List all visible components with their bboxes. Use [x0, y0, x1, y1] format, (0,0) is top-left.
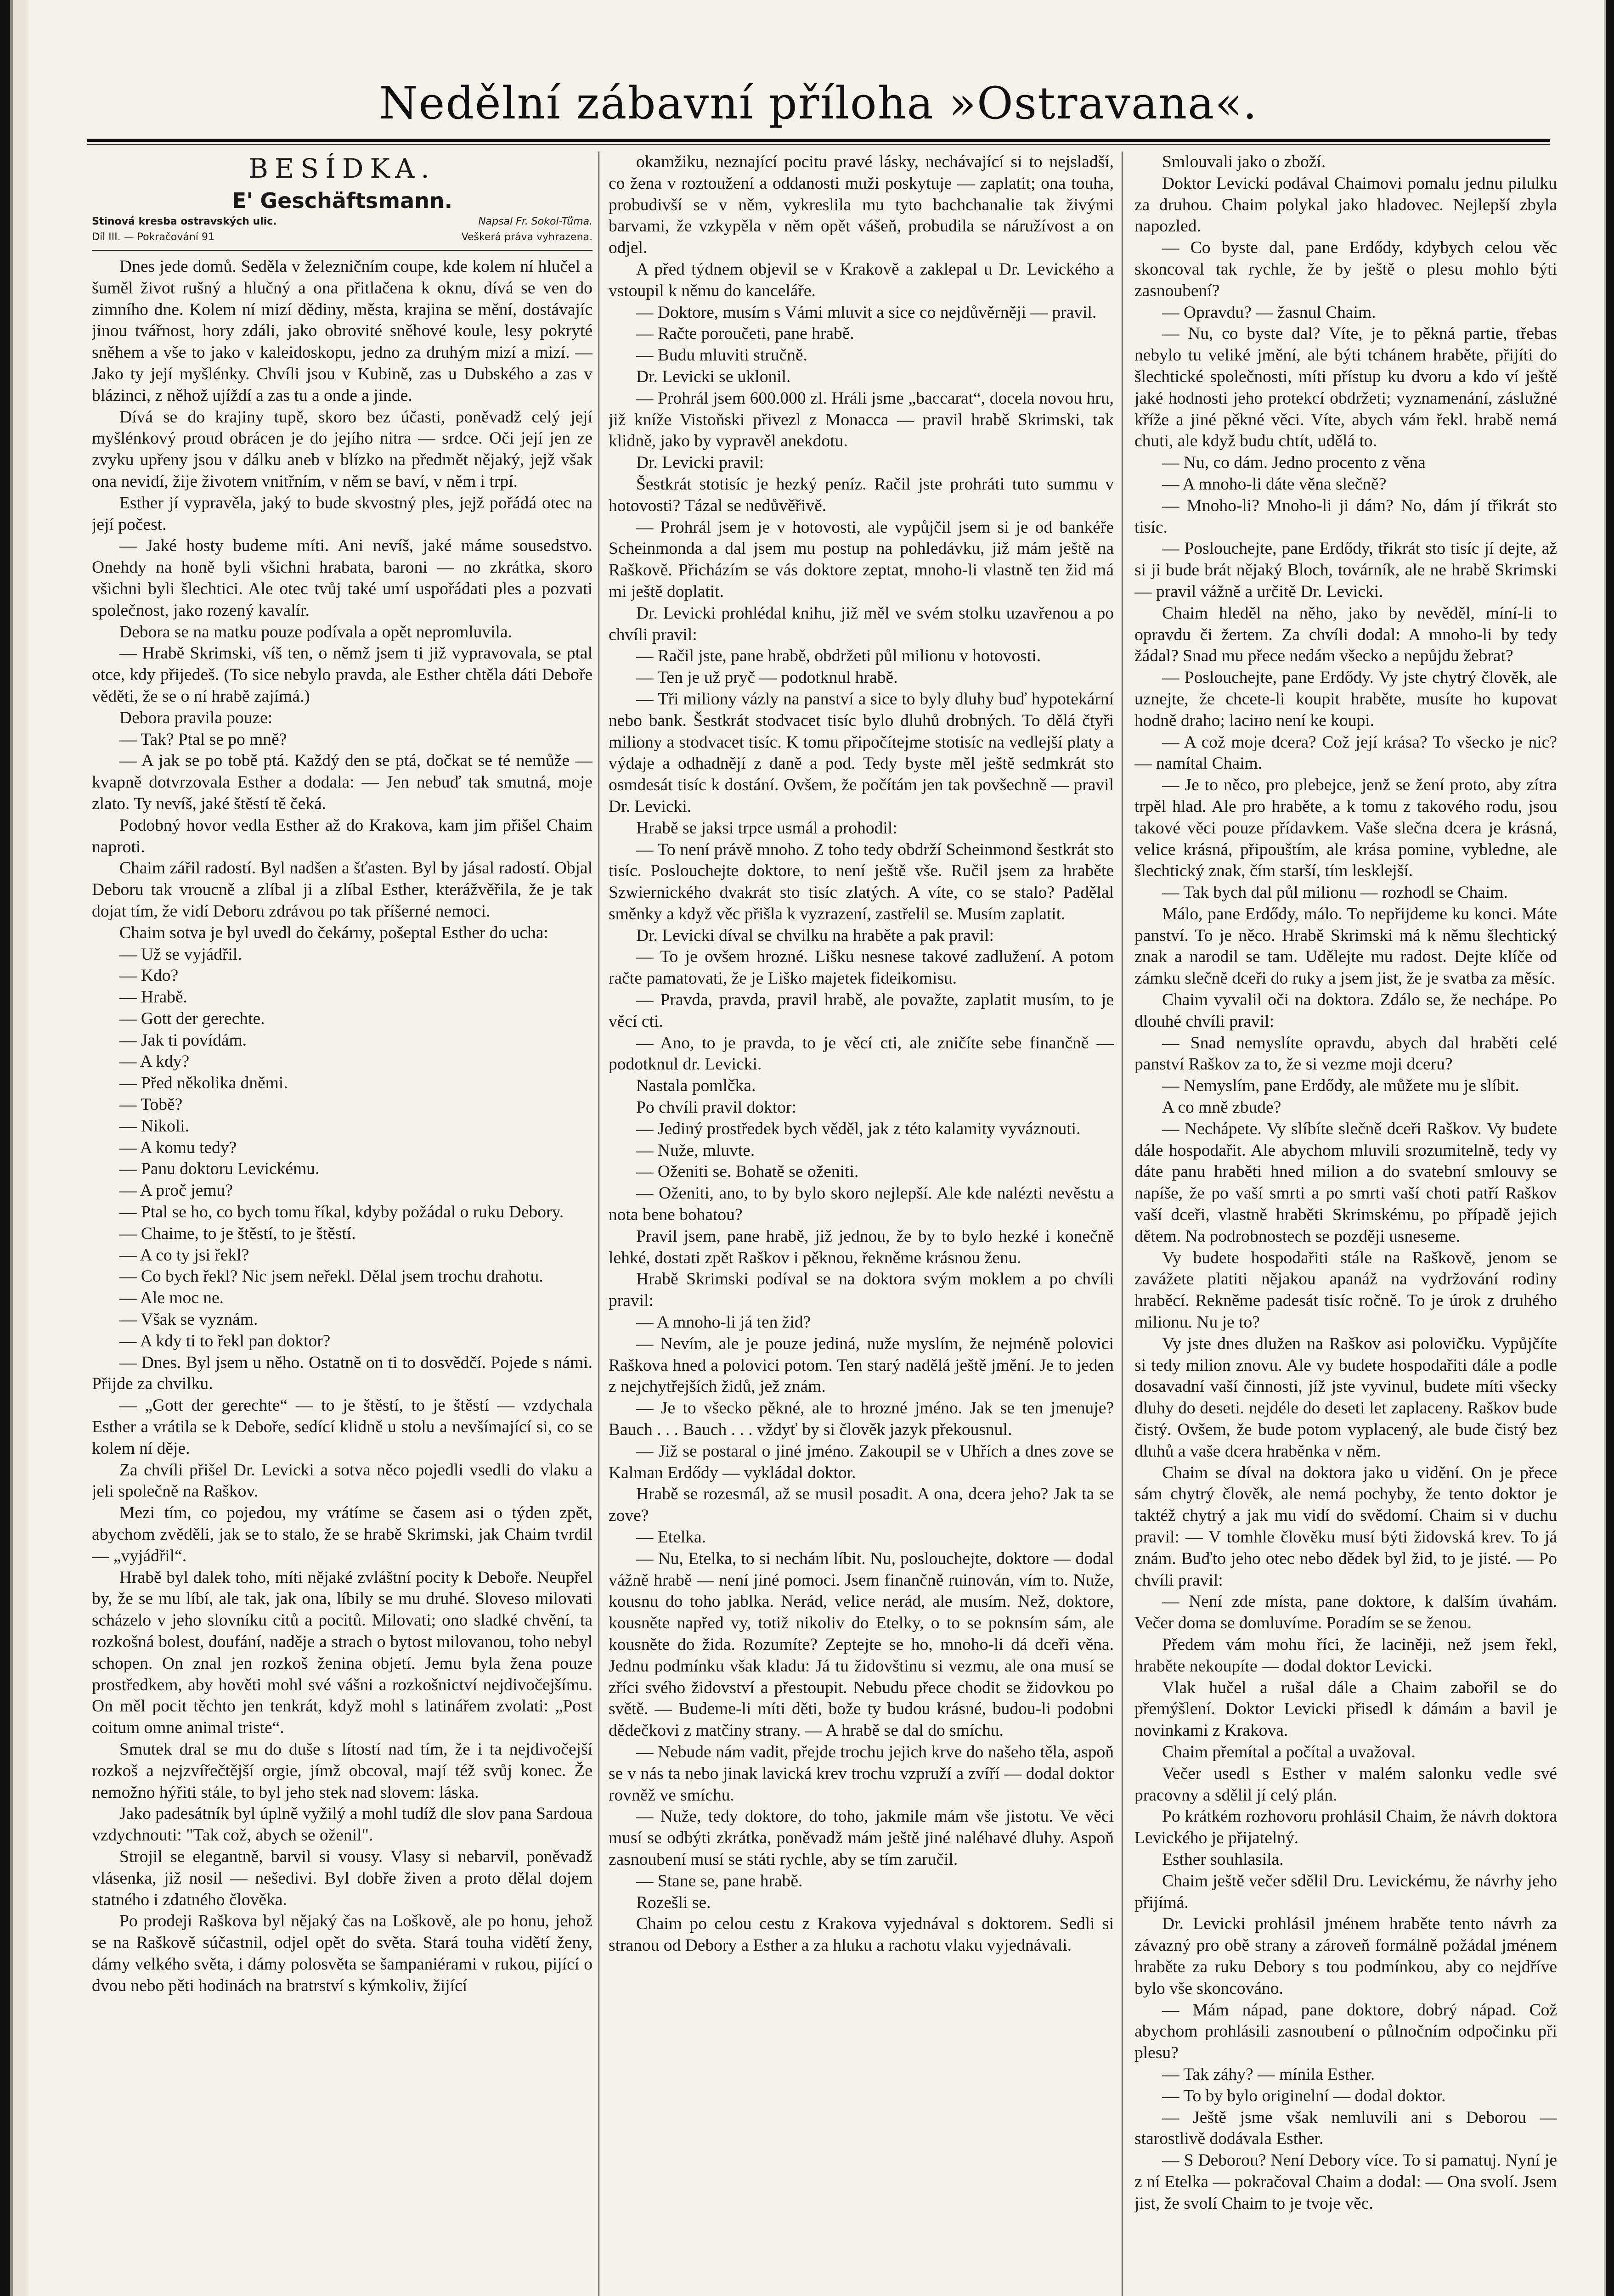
paragraph: Strojil se elegantně, barvil si vousy. Vlasy si nebarvil, poněvadž vlásenka, již nosil — nešedivi. Byl dobře živen a proto dělal dojem statného i zdatného člověka. — [92, 1847, 593, 1909]
paragraph: — Budu mluviti stručně. — [636, 346, 807, 365]
paragraph: okamžiku, neznající pocitu pravé lásky, nechávající si to nejsladší, co žena v roztoužení a oddanosti muži poskytuje — zaplatit; ona touha, probudivší se v něm, vykreslila mu tyto bachchanalie tak živými barvami, že vzkypěla v něm opět vášeň, probudila se náružívost a on odjel. — [609, 152, 1114, 258]
paragraph: — Tak záhy? — mínila Esther. — [1162, 2065, 1375, 2084]
paragraph: Debora pravila pouze: — [119, 708, 273, 727]
paragraph: — Hrabě. — [119, 988, 187, 1007]
paragraph: — To je ovšem hrozné. Lišku nesnese takové zadlužení. A potom račte pamatovati, že je Liško majetek fideikomisu. — [609, 947, 1114, 988]
paragraph: — Tak bych dal půl milionu — rozhodl se Chaim. — [1162, 883, 1508, 902]
paragraph: Předem vám mohu říci, že laciněji, než jsem řekl, hraběte nekoupíte — dodal doktor Levicki. — [1134, 1635, 1557, 1676]
paragraph: Chaim ještě večer sdělil Dru. Levickému, že návrhy jeho přijímá. — [1134, 1871, 1557, 1912]
paragraph: Debora se na matku pouze podívala a opět nepromluvila. — [119, 622, 512, 642]
paragraph: — A komu tedy? — [119, 1138, 237, 1157]
story-subtitle: Stinová kresba ostravských ulic. — [92, 216, 277, 227]
paragraph: — Již se postaral o jiné jméno. Zakoupil se v Uhřích a dnes zove se Kalman Erdődy — vykládal doktor. — [609, 1441, 1114, 1482]
masthead-rule-thick — [87, 139, 1550, 142]
paragraph: Po krátkém rozhovoru prohlásil Chaim, že návrh doktora Levického je přijatelný. — [1134, 1807, 1557, 1848]
paragraph: — Mnoho-li? Mnoho-li ji dám? No, dám jí třikrát sto tisíc. — [1134, 496, 1557, 537]
story-author: Napsal Fr. Sokol-Tůma. — [478, 216, 593, 227]
paragraph: Dr. Levicki prohlásil jménem hraběte tento návrh za závazný pro obě strany a zároveň formálně požádal jménem hraběte za ruku Debory s tou podmínkou, aby co nejdříve bylo vše skoncováno. — [1134, 1914, 1557, 1998]
paragraph: — Hrabě Skrimski, víš ten, o němž jsem ti již vypravovala, se ptal otce, kdy přijedeš. (To sice nebylo pravda, ale Esther chtěla dáti Deboře věděti, že se o ní hrabě zajímá.) — [92, 644, 593, 706]
paragraph: — Chaime, to je štěstí, to je štěstí. — [119, 1224, 356, 1243]
paragraph: Podobný hovor vedla Esther až do Krakova, kam jim přišel Chaim naproti. — [92, 816, 593, 856]
paragraph: — Jaké hosty budeme míti. Ani nevíš, jaké máme sousedstvo. Onehdy na honě byli všichni hrabata, baroni — no zkrátka, skoro všichni byli šlechtici. Ale otec tvůj také umí uspořádati ples a pozvati společnost, jako rozený kavalír. — [92, 536, 593, 620]
paragraph: — Nuže, tedy doktore, do toho, jakmile mám vše jistotu. Ve věci musí se odbýti zkrátka, poněvadž mám ještě jiné naléhavé dluhy. Aspoň zasnoubení musí se státi rychle, aby se tím zaručil. — [609, 1807, 1114, 1869]
paragraph: Chaim se díval na doktora jako u vidění. On je přece sám chytrý člověk, ale nemá pochyby, že tento doktor je taktéž chytrý a jak mu vidí do svědomí. Chaim si v duchu pravil: — V tomhle člověku musí býti židovská krev. To já znám. Buďto jeho otec nebo dědek byl žid, to je jisté. — Po chvíli pravil: — [1134, 1463, 1557, 1590]
paragraph: — Snad nemyslíte opravdu, abych dal hraběti celé panství Raškov za to, že si vezme moji dceru? — [1134, 1033, 1557, 1074]
paragraph: Dnes jede domů. Seděla v železničním coupe, kde kolem ní hlučel a šuměl život rušný a hlučný a ona přitlačena k oknu, dívá se ven do zimního dne. Kolem ní mizí dědiny, města, krajina se mění, dostávajíc jinou tvářnost, hory zdáli, jako obrovité sněhové koule, lesy pokryté sněhem a vše to jako v kaleidoskopu, jedno za druhým mizí a mizí. — Jako ty její myšlénky. Chvíli jsou v Kubině, zas u Dubského a zas v blázinci, z něhož ujíždí a zas tu a onde a jinde. — [92, 257, 593, 405]
column-3-body — [1134, 152, 1557, 2215]
paragraph: — „Gott der gerechte“ — to je štěstí, to je štěstí — vzdychala Esther a vrátila se k Deboře, sedící klidně u stolu a nevšímající si, co se kolem ní děje. — [92, 1396, 593, 1458]
page-edge-left — [0, 0, 28, 2296]
paragraph: Vy jste dnes dlužen na Raškov asi polovičku. Vypůjčíte si tedy milion znovu. Ale vy budete hospodařiti dále a podle dosavadní vaší činnosti, jíž jste vyvinul, budete míti všecky dluhy do deseti. nejdéle do deseti let zaplaceny. Raškov bude čistý. Ovšem, že bude potom vyplacený, ale bude čistý bez dluhů a vaše dcera hraběnka v něm. — [1134, 1334, 1557, 1461]
paragraph: — Nuže, mluvte. — [636, 1141, 755, 1160]
paragraph: — A což moje dcera? Což její krása? To všecko je nic? — namítal Chaim. — [1134, 732, 1557, 773]
paragraph: — Nechápete. Vy slíbíte slečně dceři Raškov. Vy budete dále hospodařit. Ale abychom mluvili srozumitelně, tedy vy dáte panu hraběti hned milion a do svatební smlouvy se napíše, že po vaší smrti a po smrti vaší choti patří Raškov vaší dceři, vlastně hraběti Skrimskému, po případě jejich dětem. Na podrobnostech se později usneseme. — [1134, 1119, 1557, 1246]
paragraph: — Prohrál jsem 600.000 zl. Hráli jsme „baccarat“, docela novou hru, již kníže Vistoňski přivezl z Monacca — pravil hrabě Skrimski, tak klidně, jako by vypravěl anekdotu. — [609, 388, 1114, 451]
paragraph: — Nu, co dám. Jedno procento z věna — [1162, 453, 1426, 473]
paragraph: Dr. Levicki se uklonil. — [636, 367, 791, 386]
paragraph: — Jak ti povídám. — [119, 1030, 247, 1050]
paragraph: — Pravda, pravda, pravil hrabě, ale považte, zaplatit musím, to je věcí cti. — [609, 990, 1114, 1031]
paragraph: — Tři miliony vázly na panství a sice to byly dluhy buď hypotekární nebo bank. Šestkrát stodvacet tisíc bylo dluhů drobných. To dělá čtyři miliony a stodvacet tisíc. K tomu připočítejme stotisíc na vedlejší platy a výdaje a odhadnějí z daně a pod. Tedy byste měl ještě sedmkrát sto osmdesát tisíc k dostání. Ovšem, že počítám jen tak povšechně — pravil Dr. Levicki. — [609, 689, 1114, 816]
paragraph: Dívá se do krajiny tupě, skoro bez účasti, poněvadž celý její myšlénkový proud obrácen je do jejího nitra — srdce. Oči její jen ze zvyku upřeny jsou v dálku aneb v blízko na předmět nějaký, jejž však ona nevidí, žije životem vnitřním, v něm se baví, v něm i trpí. — [92, 407, 593, 491]
paragraph: Doktor Levicki podával Chaimovi pomalu jednu pilulku za druhou. Chaim polykal jako hladovec. Nejlepší zbyla napozled. — [1134, 174, 1557, 236]
paragraph: — Račte poroučeti, pane hrabě. — [636, 324, 854, 343]
column-2 — [609, 152, 1114, 2296]
paragraph: Dr. Levicki díval se chvilku na hraběte a pak pravil: — [636, 926, 994, 945]
paragraph: — A proč jemu? — [119, 1181, 233, 1200]
masthead-title: Nedělní zábavní příloha »Ostravana«. — [379, 78, 1258, 129]
paragraph: — S Deborou? Není Debory více. To si pamatuj. Nyní je z ní Etelka — pokračoval Chaim a dodal: — Ona svolí. Jsem jist, že svolí Chaim to je tvoje věc. — [1134, 2151, 1557, 2213]
paragraph: Chaim přemítal a počítal a uvažoval. — [1162, 1742, 1416, 1761]
paragraph: — Tobě? — [119, 1095, 183, 1114]
paragraph: — Oženiti se. Bohatě se oženiti. — [636, 1162, 859, 1182]
paragraph: — A kdy ti to řekl pan doktor? — [119, 1331, 331, 1351]
paragraph: — Gott der gerechte. — [119, 1009, 265, 1028]
paragraph: Chaim po celou cestu z Krakova vyjednával s doktorem. Sedli si stranou od Debory a Esther a za hluku a rachotu vlaku vyjednávali. — [609, 1914, 1114, 1955]
paragraph: — Tak? Ptal se po mně? — [119, 730, 287, 749]
byline-row-2 — [92, 230, 593, 245]
paragraph: — Prohrál jsem je v hotovosti, ale vypůjčil jsem si je od bankéře Scheinmonda a dal jsem mu postup na pohledávku, již mám ještě na Raškově. Přicházím se vás doktore zeptat, mnoho-li vlastně ten žid má mi ještě doplatit. — [609, 518, 1114, 601]
paragraph: — Však se vyznám. — [119, 1310, 258, 1329]
paragraph: — Co bych řekl? Nic jsem neřekl. Dělal jsem trochu drahotu. — [119, 1267, 543, 1286]
story-rights: Veškerá práva vyhrazena. — [461, 231, 593, 243]
paragraph: — Je to něco, pro plebejce, jenž se žení proto, aby zítra trpěl hlad. Ale pro hraběte, a k tomu z takového rodu, jsou takové věci pouze přídavkem. Vaše slečna dcera je krásná, velice krásná, připouštím, ale krása pomine, vybledne, ale šlechtický znak, čím starší, tím lesklejší. — [1134, 776, 1557, 881]
column-3 — [1134, 152, 1557, 2296]
paragraph: — Nebude nám vadit, přejde trochu jejich krve do našeho těla, aspoň se v nás ta nebo jinak lavická krev trochu vzpruží a zvíří — dodal doktor rovněž ve smíchu. — [609, 1742, 1114, 1805]
paragraph: Vlak hučel a rušal dále a Chaim zabořil se do přemýšlení. Doktor Levicki přisedl k dámám a bavil je novinkami z Krakova. — [1134, 1678, 1557, 1740]
paragraph: Po prodeji Raškova byl nějaký čas na Loškově, ale po honu, jehož se na Raškově súčastnil, odjel opět do světa. Stará touha vidětí ženy, dámy velkého světa, i dámy polosvěta se šampaniérami v rukou, pijící o dvou nebo pěti hodinách na bratrství s kýmkoliv, žijící — [92, 1912, 593, 1995]
paragraph: — A jak se po tobě ptá. Každý den se ptá, dočkat se té nemůže — kvapně dotvrzovala Esther a dodala: — Jen nebuď tak smutná, moje zlato. Ty nevíš, jaké štěstí tě čeká. — [92, 751, 593, 813]
paragraph: — Nu, Etelka, to si nechám líbit. Nu, poslouchejte, doktore — dodal vážně hrabě — není jiné pomoci. Jsem finančně ruinován, vím to. Nuže, kousnu do toho jablka. Nerád, velice nerád, ale musím. Než, doktore, kousněte napřed vy, totiž nikoliv do Etelky, o to se poknsím sám, ale kousněte do žida. Rozumíte? Zeptejte se ho, mnoho-li dá dceři věna. Jednu podmínku však kladu: Já tu židovštinu si vezmu, ale ona musí se zříci svého židovství a přestoupit. Nebudu přece chodit se židovkou po světě. — Budeme-li míti děti, bože ty budou krásné, budou-li podobni dědečkovi z matčiny strany. — A hrabě se dal do smíchu. — [609, 1549, 1114, 1740]
paragraph: Hrabě byl dalek toho, míti nějaké zvláštní pocity k Deboře. Neupřel by, že se mu líbí, ale tak, jak ona, líbily se mu druhé. Slovesо milovati scházelo v jeho slovníku citů a pocitů. Milovati; ono sladké chvění, ta rozkošná bolest, doufání, naděje a strach o bytost milovanou, toho nebyl schopen. On znal jen rozkoš ženina objetí. Jemu byla žena pouze prostředkem, aby hověti mohl své vášni a rozkošnictví nejdivočejšímu. On měl pocit těchto jen tenkrát, když mohl s latinářem zvolati: „Post coitum omne animal triste“. — [92, 1568, 593, 1738]
paragraph: — Račil jste, pane hrabě, obdržeti půl milionu v hotovosti. — [636, 647, 1041, 666]
paragraph: — Etelka. — [636, 1528, 706, 1547]
paragraph: Večer usedl s Esther v malém salonku vedle své pracovny a sdělil jí celý plán. — [1134, 1764, 1557, 1805]
paragraph: — Ještě jsme však nemluvili ani s Deborou — starostlivě dodávala Esther. — [1134, 2108, 1557, 2149]
paragraph: — A kdy? — [119, 1052, 190, 1071]
paragraph: — Ptal se ho, co bych tomu říkal, kdyby požádal o ruku Debory. — [119, 1203, 564, 1222]
column-divider-1 — [598, 152, 599, 2296]
paragraph: Hrabě se rozesmál, až se musil posadit. A ona, dcera jeho? Jak ta se zove? — [609, 1485, 1114, 1525]
paragraph: Málo, pane Erdődy, málo. To nepřijdeme ku konci. Máte panství. To je něco. Hrabě Skrimski má k němu šlechtický znak a narodil se tam. Udělejte mu radost. Dejte klíče od zámku slečně dceři do ruky a jsem jist, že je svatba za měsíc. — [1134, 904, 1557, 988]
section-heading: BESÍDKA. — [248, 153, 436, 184]
paragraph: — Jediný prostředek bych věděl, jak z této kalamity vyváznouti. — [636, 1119, 1081, 1138]
paragraph: Pravil jsem, pane hrabě, již jednou, že by to bylo hezké i konečně lehké, dostati zpět Raškov i pěknou, řekněme krásnou ženu. — [609, 1227, 1114, 1267]
paragraph: Hrabě Skrimski podíval se na doktora svým moklem a po chvíli pravil: — [609, 1270, 1114, 1311]
paragraph: Chaim hleděl na něho, jako by nevěděl, míní-li to opravdu či žertem. Za chvíli dodal: A mnoho-li by tedy žádal? Snad mu přece nedám všecko a nepůjdu žebrat? — [1134, 603, 1557, 666]
paragraph: — A mnoho-li já ten žid? — [636, 1313, 811, 1332]
paragraph: — Stane se, pane hrabě. — [636, 1871, 803, 1891]
paragraph: Chaim zářil radostí. Byl nadšen a šťasten. Byl by jásal radostí. Objal Deboru tak vroucně a zlíbal ji a zlíbal Esther, kterážvěřila, že je tak dojat tím, že vidí Deboru zdrávou po tak příšerné nemoci. — [92, 859, 593, 921]
column-1 — [92, 152, 593, 2296]
section-divider — [92, 250, 593, 251]
paragraph: Jako padesátník byl úplně vyžilý a mohl tudíž dle slov pana Sardoua vzdychnouti: "Tak což, abych se oženil". — [92, 1804, 593, 1845]
paragraph: — Dnes. Byl jsem u něho. Ostatně on ti to dosvědčí. Pojede s námi. Přijde za chvilku. — [92, 1353, 593, 1394]
column-divider-2 — [1122, 152, 1123, 2296]
paragraph: — Poslouchejte, pane Erdődy. Vy jste chytrý člověk, ale uznejte, že chcete-li koupit hraběte, musíte ho kupovat hodně draho; laciно není ke koupi. — [1134, 668, 1557, 730]
paragraph: Rozešli se. — [636, 1893, 711, 1912]
paragraph: — Nemyslím, pane Erdődy, ale můžete mu je slíbit. — [1162, 1076, 1519, 1096]
paragraph: A před týdnem objevil se v Krakově a zaklepal u Dr. Levického a vstoupil k němu do kanceláře. — [609, 259, 1114, 300]
paragraph: Šestkrát stotisíc je hezký peníz. Račil jste prohráti tuto summu v hotovosti? Tázal se nedůvěřivě. — [609, 474, 1114, 515]
story-part: Díl III. — Pokračování 91 — [92, 231, 214, 243]
page-edge-right — [1596, 0, 1614, 2296]
paragraph: Esther souhlasila. — [1162, 1850, 1284, 1869]
paragraph: Dr. Levicki prohlédal knihu, již měl ve svém stolku uzavřenou a po chvíli pravil: — [609, 603, 1114, 644]
paragraph: — Před několika dněmi. — [119, 1074, 288, 1093]
paragraph: — Už se vyjádřil. — [119, 945, 242, 964]
paragraph: Dr. Levicki pravil: — [636, 453, 764, 473]
paragraph: — Kdo? — [119, 966, 179, 985]
paragraph: Hrabě se jaksi trpce usmál a prohodil: — [636, 818, 897, 838]
paragraph: — To není právě mnoho. Z toho tedy obdrží Scheinmond šestkrát sto tisíc. Posloucheјte doktore, to není ještě vše. Ručil jsem za hraběte Szwiernického dvakrát sto tisíc zlatých. A víte, co se stalo? Padělal směnky a když věc přišla k vyzrazení, zastřelil se. Musím zaplatit. — [609, 840, 1114, 923]
paragraph: — Je to všecko pěkné, ale to hrozné jméno. Jak se ten jmenuje? Bauch . . . Bauch . . . vždyť by si člověk jazyk překousnul. — [609, 1399, 1114, 1440]
paragraph: Smutek dral se mu do duše s lítostí nad tím, že i ta nejdivočejší rozkoš a nejzvířečtější orgie, jímž obcoval, mají též svůj konec. Že nemožno hýřiti stále, to byl jeho stek nad slovem: láska. — [92, 1739, 593, 1802]
paragraph: — Panu doktoru Levickému. — [119, 1159, 320, 1179]
byline-row-1 — [92, 214, 593, 230]
paragraph: — Doktore, musím s Vámi mluvit a sice co nejdůvěrněji — pravil. — [636, 303, 1097, 322]
masthead — [87, 69, 1550, 138]
paragraph: Esther jí vypravěla, jaký to bude skvostný ples, jejž pořádá otec na její počest. — [92, 493, 593, 534]
paragraph: Vy budete hospodařiti stále na Raškově, jenom se zavážete platiti nějakou apanáž na vydržování rodiny hraběcí. Rekněme padesát tisíc ročně. To je úrok z druhého milionu. Nu je to? — [1134, 1248, 1557, 1332]
paragraph: Po chvíli pravil doktor: — [636, 1098, 796, 1117]
paragraph: — Ale moc ne. — [119, 1289, 224, 1308]
paragraph: Chaim sotva je byl uvedl do čekárny, pošeptal Esther do ucha: — [119, 923, 548, 942]
paragraph: — Poslouchejte, pane Erdődy, třikrát sto tisíc jí dejte, až si ji bude brát nějaký Bloch, továrník, ale ne hrabě Skrimski — pravil vážně a určitě Dr. Levicki. — [1134, 539, 1557, 601]
paragraph: Nastala pomlčka. — [636, 1076, 756, 1096]
column-1-body — [92, 256, 593, 1997]
paragraph: — Mám nápad, pane doktore, dobrý nápad. Což abychom prohlásili zasnoubení o půlnočním odpočinku při plesu? — [1134, 2000, 1557, 2063]
paragraph: — Nu, co byste dal? Víte, je to pěkná partie, třebas nebylo tu veliké jmění, ale býti tchánem hraběte, přijíti do šlechtické společnosti, míti přístup ku dvoru a kdo ví ještě jaké hodnosti jeho protekcí obdržeti; vyznamenání, záslužné kříže a jiné pěkné věci. Víte, abych vám řekl. hrabě nemá chuti, ale když budu chtít, udělá to. — [1134, 324, 1557, 451]
paragraph: A co mně zbude? — [1162, 1098, 1281, 1117]
paragraph: — Oženiti, ano, to by bylo skoro nejlepší. Ale kde nalézti nevěstu a nota bene bohatou? — [609, 1184, 1114, 1225]
paragraph: — A co ty jsi řekl? — [119, 1245, 249, 1265]
paragraph: — Nikoli. — [119, 1116, 190, 1136]
paragraph: — Opravdu? — žasnul Chaim. — [1162, 303, 1376, 322]
paragraph: Za chvíli přišel Dr. Levicki a sotva něco pojedli vsedli do vlaku a jeli společně na Raškov. — [92, 1460, 593, 1501]
paragraph: — Nevím, ale je pouze jediná, nuže myslím, že nejméně polovici Raškova hned a polovici potom. Ten starý nadělá ještě jmění. Je to jeden z nejchytřejších židů, jež znám. — [609, 1334, 1114, 1396]
paragraph: — Ano, to je pravda, to je věcí cti, ale zničíte sebe finančně — podotknul dr. Levicki. — [609, 1033, 1114, 1074]
paragraph: Smlouvali jako o zboží. — [1162, 152, 1326, 171]
paragraph: Mezi tím, co pojedou, my vrátíme se časem asi o týden zpět, abychom zvěděli, jak se to stalo, že se hrabě Skrimski, jak Chaim tvrdil — „vyjádřil“. — [92, 1503, 593, 1565]
paragraph: — To by bylo originelní — dodal doktor. — [1162, 2086, 1446, 2105]
paragraph: — Není zde místa, pane doktore, k dalším úvahám. Večer doma se domluvíme. Poradím se se ženou. — [1134, 1592, 1557, 1633]
paragraph: — A mnoho-li dáte věna slečně? — [1162, 474, 1387, 494]
paragraph: — Ten je už pryč — podotknul hrabě. — [636, 668, 898, 687]
column-2-body — [609, 152, 1114, 1957]
story-title: E' Geschäftsmann. — [231, 188, 453, 213]
paragraph: Chaim vyvalil oči na doktora. Zdálo se, že nechápe. Po dlouhé chvíli pravil: — [1134, 990, 1557, 1031]
masthead-rule-thin — [87, 144, 1550, 145]
paragraph: — Co byste dal, pane Erdődy, kdybych celou věc skoncoval tak rychle, že by ještě o plesu mohlo býti zasnoubení? — [1134, 238, 1557, 300]
